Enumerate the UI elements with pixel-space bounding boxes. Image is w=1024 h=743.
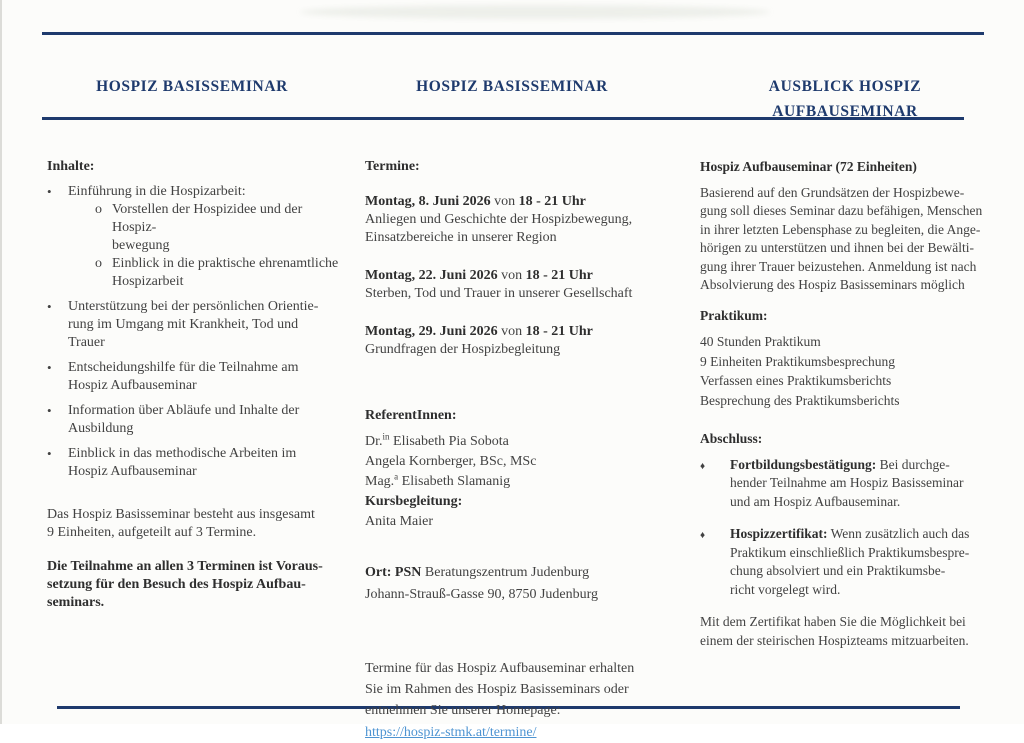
name-superscript: in [382,431,390,442]
event-time: 18 - 21 Uhr [525,268,593,283]
name-prefix: Mag. [365,474,395,489]
text-line: chung absolviert und ein Praktikumsbe- [730,563,946,578]
referent-name [365,432,671,452]
sub-list-item [95,255,349,291]
text-line: Besprechung des Praktikumsberichts [700,392,900,408]
column-termine [365,158,671,743]
paragraph-participation-requirement [47,558,349,612]
event-von: von [497,324,526,339]
location-label: Ort: PSN [365,565,422,580]
text-line: seminars. [47,595,105,610]
scan-edge-artifact [0,0,2,724]
text-line: Einblick in das methodische Arbeiten im [68,446,297,461]
list-item [47,445,349,481]
text-line: 9 Einheiten Praktikumsbesprechung [700,353,895,369]
bullet-icon: • [47,184,52,199]
homepage-link[interactable]: https://hospiz-stmk.at/termine/ [365,725,537,740]
column1-header: HOSPIZ BASISSEMINAR [96,78,288,95]
homepage-paragraph [365,658,671,743]
event-von: von [497,268,526,283]
certificate-paragraph [700,613,990,650]
inhalte-title: Inhalte: [47,159,95,174]
spacer [700,410,990,430]
text-line: Mit dem Zertifikat haben Sie die Möglichkeit bei [700,614,966,629]
event-date-line [365,193,671,211]
spacer [47,542,349,558]
text-line: Sie im Rahmen des Hospiz Basisseminars oder [365,682,629,697]
circle-bullet-icon: o [95,256,102,271]
location-line [365,562,671,584]
name-text: Elisabeth Pia Sobota [389,434,509,449]
circle-bullet-icon: o [95,202,102,217]
abschluss-item [700,456,990,512]
bullet-icon: • [47,446,52,461]
text-line: einem der steirischen Hospizteams mitzuarbeiten. [700,632,969,648]
termine-title: Termine: [365,159,420,174]
abschluss-lead: Hospizzertifikat: [730,526,828,541]
spacer [365,532,671,562]
text-line: Hospiz Aufbauseminar [68,378,197,393]
location-text: Beratungszentrum Judenburg [421,565,590,580]
text-line: entnehmen Sie unserer Homepage: [365,703,561,718]
list-item [47,183,349,291]
text-line: Anliegen und Geschichte der Hospizbewegung, [365,212,633,227]
text-line: Praktikum einschließlich Praktikumsbespre- [730,544,970,560]
event-date: Montag, 8. Juni 2026 [365,194,491,209]
text-line: hörigen zu unterstützen und ihnen bei der Bewälti- [700,240,975,255]
text-line: Grundfragen der Hospizbegleitung [365,342,561,357]
list-item [47,359,349,395]
text-line: 9 Einheiten, aufgeteilt auf 3 Termine. [47,525,257,540]
event-date-line [365,323,671,341]
spacer [700,295,990,307]
event-item [365,193,671,247]
abschluss-rest: Wenn zusätzlich auch das [827,526,970,541]
aufbauseminar-intro [700,184,990,295]
text-line: Einführung in die Hospizarbeit: [68,184,246,199]
scan-smudge-artifact [300,5,770,19]
text-line: Information über Abläufe und Inhalte der [68,403,300,418]
name-text: Elisabeth Slamanig [398,474,511,489]
text-line: in ihrer letzten Lebensphase zu begleiten, die Ange- [700,221,981,237]
list-item [47,298,349,352]
praktikum-list [700,332,990,410]
column3-header [700,74,990,124]
abschluss-title: Abschluss: [700,431,763,446]
abschluss-item [700,525,990,599]
text-line: Hospiz Aufbauseminar [68,464,197,479]
event-date: Montag, 22. Juni 2026 [365,268,498,283]
bullet-icon: • [47,299,52,314]
name-superscript: a [394,471,399,482]
text-line: Einsatzbereiche in unserer Region [365,230,557,245]
location-address: Johann-Strauß-Gasse 90, 8750 Judenburg [365,587,599,602]
event-von: von [490,194,519,209]
referent-name [365,472,671,492]
course-guidance-name: Anita Maier [365,514,434,529]
spacer [47,488,349,506]
event-date-line [365,267,671,285]
event-date: Montag, 29. Juni 2026 [365,324,498,339]
column-aufbauseminar [700,158,990,650]
name-prefix: Dr. [365,434,383,449]
text-line: bewegung [112,238,170,253]
text-line: Ausbildung [68,421,134,436]
referent-name [365,452,671,472]
diamond-bullet-icon: ♦ [700,460,706,472]
text-line: Hospizarbeit [112,274,184,289]
event-time: 18 - 21 Uhr [518,194,586,209]
column-inhalte [47,158,349,612]
bullet-icon: • [47,403,52,418]
sub-list-item [95,201,349,255]
text-line: Sterben, Tod und Trauer in unserer Gesellschaft [365,286,633,301]
text-line: Absolvierung des Hospiz Basisseminars möglich [700,277,965,292]
course-guidance-title: Kursbegleitung: [365,494,463,509]
text-line: gung soll dieses Seminar dazu befähigen, Menschen [700,203,983,218]
abschluss-rest: Bei durchge- [876,456,950,472]
spacer [365,183,671,193]
location-block [365,562,671,606]
text-line: rung im Umgang mit Krankheit, Tod und [68,317,299,332]
text-line: gung ihrer Trauer beizustehen. Anmeldung ist nach [700,258,977,274]
list-item [47,402,349,438]
referents-list [365,432,671,532]
text-line: Unterstützung bei der persönlichen Orientie- [68,299,319,314]
aufbauseminar-title: Hospiz Aufbauseminar (72 Einheiten) [700,159,917,174]
event-time: 18 - 21 Uhr [525,324,593,339]
column3-header-line2: AUFBAUSEMINAR [772,103,918,120]
abschluss-lead: Fortbildungsbestätigung: [730,456,877,472]
text-line: Verfassen eines Praktikumsberichts [700,373,892,388]
referents-title: ReferentInnen: [365,408,457,423]
text-line: Vorstellen der Hospizidee und der Hospiz- [112,202,303,235]
text-line: hender Teilnahme am Hospiz Basisseminar [730,475,964,490]
column3-header-line1: AUSBLICK HOSPIZ [768,78,922,95]
bullet-icon: • [47,360,52,375]
text-line: Trauer [68,335,105,350]
spacer [365,379,671,407]
spacer [365,606,671,658]
top-rule [42,32,984,35]
praktikum-title: Praktikum: [700,307,768,323]
text-line: setzung für den Besuch des Hospiz Aufbau- [47,577,306,592]
text-line: Termine für das Hospiz Aufbauseminar erhalten [365,661,635,676]
column2-header: HOSPIZ BASISSEMINAR [416,78,608,95]
text-line [730,525,969,544]
text-line [730,456,964,475]
event-item [365,267,671,303]
paragraph-seminar-structure [47,506,349,542]
event-item [365,323,671,359]
diamond-bullet-icon: ♦ [700,530,706,541]
name-text: Angela Kornberger, BSc, MSc [365,454,537,469]
text-line: richt vorgelegt wird. [730,581,841,597]
text-line: Entscheidungshilfe für die Teilnahme am [68,360,299,375]
text-line: Das Hospiz Basisseminar besteht aus insgesamt [47,507,315,522]
text-line: Basierend auf den Grundsätzen der Hospizbewe- [700,184,965,200]
text-line: und am Hospiz Aufbauseminar. [730,493,901,509]
text-line: Die Teilnahme an allen 3 Terminen ist Voraus- [47,559,323,574]
text-line: Einblick in die praktische ehrenamtliche [112,256,339,271]
text-line: 40 Stunden Praktikum [700,334,821,349]
